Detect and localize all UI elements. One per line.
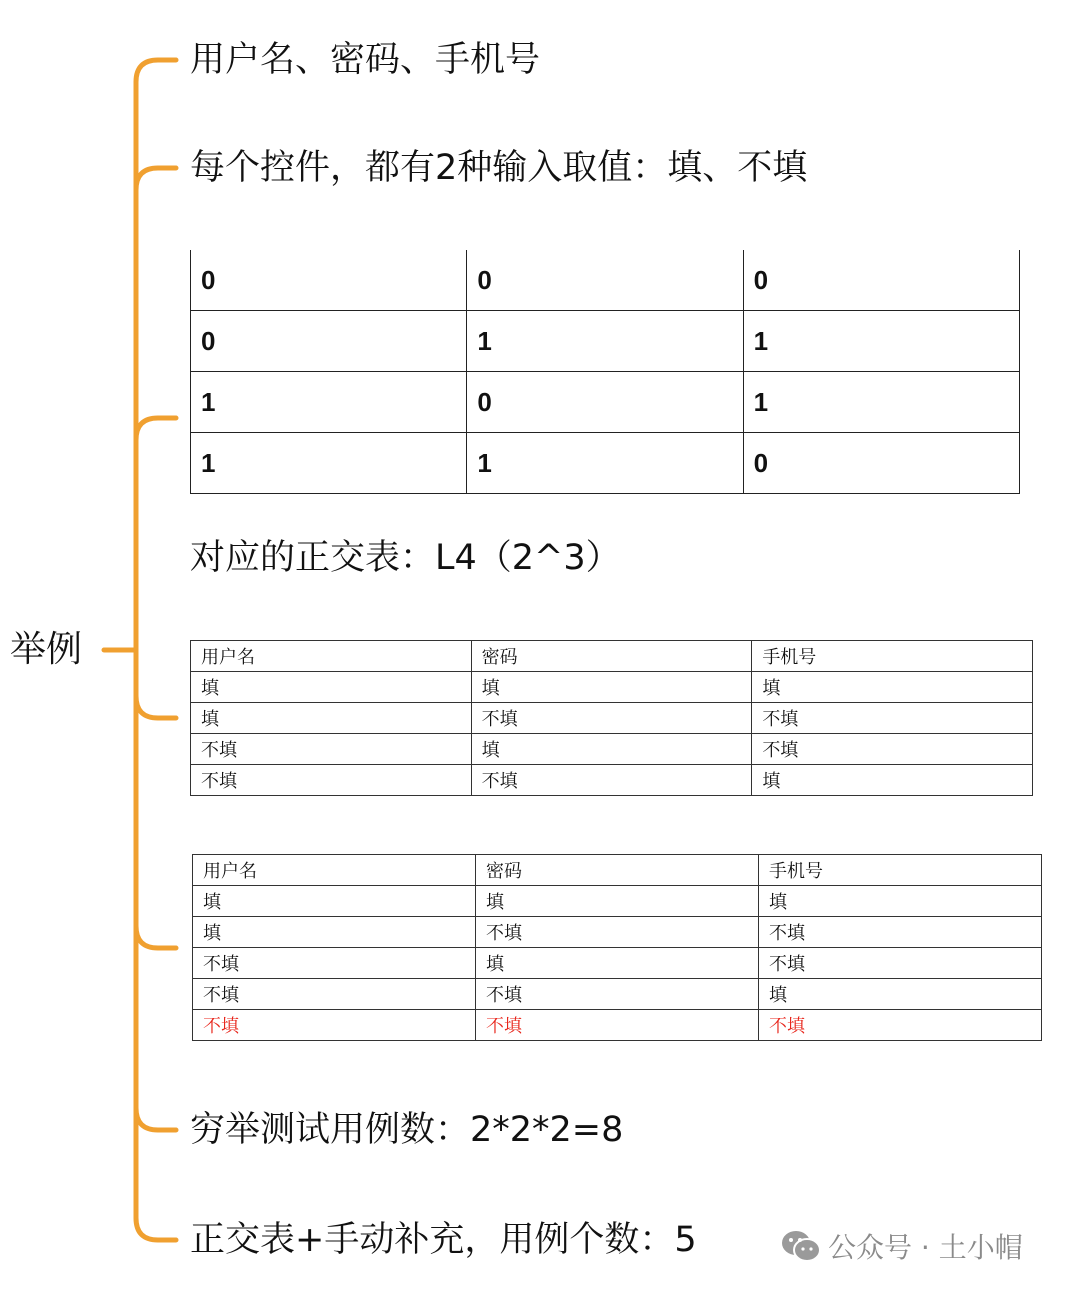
table-row: [193, 948, 1042, 979]
table-header-cell: 手机号: [759, 855, 1042, 886]
table-cell: 不填: [193, 1010, 476, 1041]
orthogonal-cases-table: [190, 640, 1033, 796]
table-cell: 填: [191, 672, 472, 703]
orthogonal-matrix-table: [190, 250, 1020, 494]
table-cell: 填: [759, 979, 1042, 1010]
connector-fields: [136, 60, 176, 650]
table-cell: 填: [471, 734, 752, 765]
table-row: [191, 372, 1020, 433]
table-header-cell: 手机号: [752, 641, 1033, 672]
table-cell: 0: [743, 250, 1019, 311]
table-header-cell: 密码: [471, 641, 752, 672]
branch-orthogonal: 对应的正交表：L4（2^3）: [190, 538, 621, 578]
table-cell: 不填: [191, 765, 472, 796]
table-header-cell: 用户名: [193, 855, 476, 886]
table-header-row: [193, 855, 1042, 886]
table-row: [193, 917, 1042, 948]
table-cell: 不填: [759, 1010, 1042, 1041]
table-cell: 0: [743, 433, 1019, 494]
branch-exhaustive: 穷举测试用例数：2*2*2=8: [190, 1110, 624, 1150]
connector-table2: [136, 926, 176, 948]
table-cell: 填: [759, 886, 1042, 917]
table-cell: 不填: [476, 1010, 759, 1041]
table-header-cell: 密码: [476, 855, 759, 886]
table-cell: 不填: [759, 948, 1042, 979]
table-cell: 不填: [476, 979, 759, 1010]
table-row: [191, 703, 1033, 734]
table-cell: 1: [467, 433, 743, 494]
connector-exhaustive: [136, 1108, 176, 1130]
table-cell: 不填: [471, 703, 752, 734]
table-cell: 填: [191, 703, 472, 734]
table-cell: 填: [476, 948, 759, 979]
table-row: [193, 979, 1042, 1010]
table-cell: 填: [471, 672, 752, 703]
supplemented-cases-table: [192, 854, 1042, 1041]
table-cell: 不填: [476, 917, 759, 948]
table-cell: 1: [743, 311, 1019, 372]
table-cell: 不填: [471, 765, 752, 796]
table-header-row: [191, 641, 1033, 672]
table-cell: 填: [193, 917, 476, 948]
table-cell: 1: [743, 372, 1019, 433]
table-cell: 1: [191, 433, 467, 494]
table-cell: 0: [191, 311, 467, 372]
table-cell: 不填: [193, 979, 476, 1010]
table-cell: 0: [467, 372, 743, 433]
table-row: [191, 672, 1033, 703]
table-row: [193, 886, 1042, 917]
table-header-cell: 用户名: [191, 641, 472, 672]
table-cell: 1: [467, 311, 743, 372]
watermark-text: 公众号 · 土小帽: [828, 1231, 1023, 1264]
table-cell: 填: [752, 765, 1033, 796]
branch-values: 每个控件，都有2种输入取值：填、不填: [190, 148, 808, 188]
connector-matrix: [136, 418, 176, 440]
table-cell: 1: [191, 372, 467, 433]
table-row: [191, 734, 1033, 765]
table-row: [191, 250, 1020, 311]
table-cell: 填: [476, 886, 759, 917]
table-row: [191, 311, 1020, 372]
table-row: [191, 765, 1033, 796]
table-row: [191, 433, 1020, 494]
table-cell: 不填: [752, 703, 1033, 734]
wechat-icon: [780, 1228, 822, 1264]
table-cell: 填: [752, 672, 1033, 703]
branch-fields: 用户名、密码、手机号: [190, 40, 541, 80]
table-cell: 不填: [191, 734, 472, 765]
watermark: [780, 1224, 1023, 1268]
table-cell: 不填: [752, 734, 1033, 765]
connector-table1: [136, 696, 176, 718]
supplemented-row: [193, 1010, 1042, 1041]
table-cell: 填: [193, 886, 476, 917]
table-cell: 不填: [193, 948, 476, 979]
table-cell: 不填: [759, 917, 1042, 948]
table-cell: 0: [191, 250, 467, 311]
table-cell: 0: [467, 250, 743, 311]
branch-supplement: 正交表+手动补充，用例个数：5: [190, 1220, 697, 1260]
connector-values: [136, 168, 176, 190]
root-node: 举例: [10, 629, 83, 670]
